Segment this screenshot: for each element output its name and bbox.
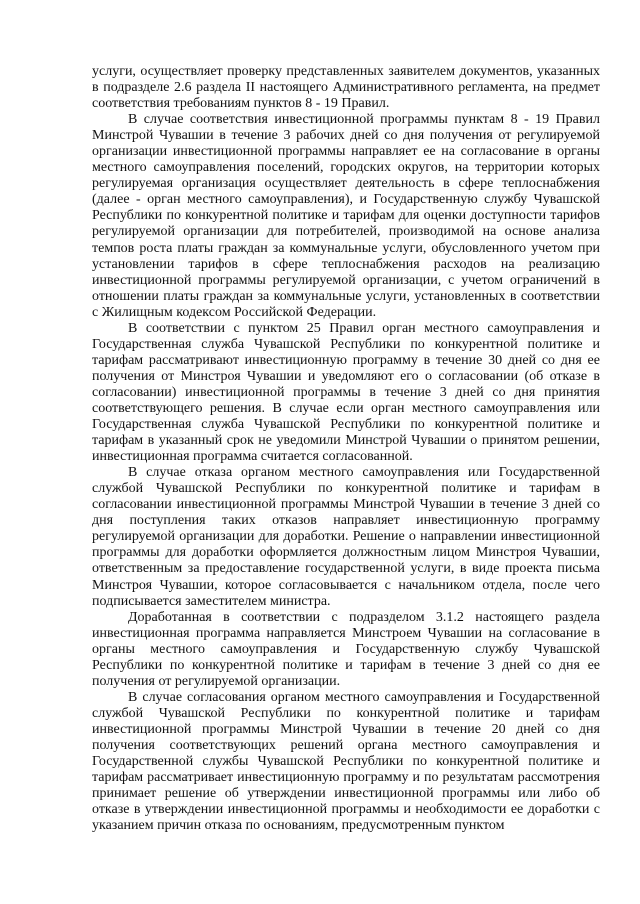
- document-body: [92, 64, 600, 834]
- paragraph-approval: В случае согласования органом местного самоуправления и Государственной службой Чувашской Республики по конкурентной политике и тарифам инвестиционной программы Минстрой Чувашии в течение 20 дней со дня получения соответствующих решений органа местного самоуправления и Государственной службы Чувашской Республики по конкурентной политике и тарифам рассматривает инвестиционную программу и по результатам рассмотрения принимает решение об утверждении инвестиционной программы или либо об отказе в утверждении инвестиционной программы и необходимости ее доработки с указанием причин отказа по основаниям, предусмотренным пунктом: [92, 689, 600, 834]
- paragraph-program-compliance: В случае соответствия инвестиционной программы пунктам 8 - 19 Правил Минстрой Чувашии в течение 3 рабочих дней со дня получения от регулируемой организации инвестиционной программы направляет ее на согласование в органы местного самоуправления поселений, городских округов, на территории которых регулируемая организация осуществляет деятельность в сфере теплоснабжения (далее - орган местного самоуправления), и Государственную службу Чувашской Республики по конкурентной политике и тарифам для оценки доступности тарифов регулируемой организации для потребителей, производимой на основе анализа темпов роста платы граждан за коммунальные услуги, обусловленного учетом при установлении тарифов в сфере теплоснабжения расходов на реализацию инвестиционной программы регулируемой организации, с учетом ограничений в отношении платы граждан за коммунальные услуги, установленных в соответствии с Жилищным кодексом Российской Федерации.: [92, 112, 600, 320]
- paragraph-continuation: услуги, осуществляет проверку представленных заявителем документов, указанных в подразделе 2.6 раздела II настоящего Административного регламента, на предмет соответствия требованиям пунктов 8 - 19 Правил.: [92, 64, 600, 112]
- paragraph-refusal: В случае отказа органом местного самоуправления или Государственной службой Чувашской Республики по конкурентной политике и тарифам в согласовании инвестиционной программы Минстрой Чувашии в течение 3 дней со дня поступления таких отказов направляет инвестиционную программу регулируемой организации для доработки. Решение о направлении инвестиционной программы для доработки оформляется должностным лицом Минстроя Чувашии, ответственным за предоставление государственной услуги, в виде проекта письма Минстроя Чувашии, которое согласовывается с начальником отдела, после чего подписывается заместителем министра.: [92, 465, 600, 609]
- paragraph-revised-program: Доработанная в соответствии с подразделом 3.1.2 настоящего раздела инвестиционная программа направляется Минстроем Чувашии на согласование в органы местного самоуправления и Государственную службу Чувашской Республики по конкурентной политике и тарифам в течение 3 дней со дня ее получения от регулируемой организации.: [92, 609, 600, 689]
- paragraph-review-period: В соответствии с пунктом 25 Правил орган местного самоуправления и Государственная служба Чувашской Республики по конкурентной политике и тарифам рассматривают инвестиционную программу в течение 30 дней со дня ее получения от Минстроя Чувашии и уведомляют его о согласовании (об отказе в согласовании) инвестиционной программы в течение 3 дней со дня принятия соответствующего решения. В случае если орган местного самоуправления или Государственная служба Чувашской Республики по конкурентной политике и тарифам в указанный срок не уведомили Минстрой Чувашии о принятом решении, инвестиционная программа считается согласованной.: [92, 320, 600, 465]
